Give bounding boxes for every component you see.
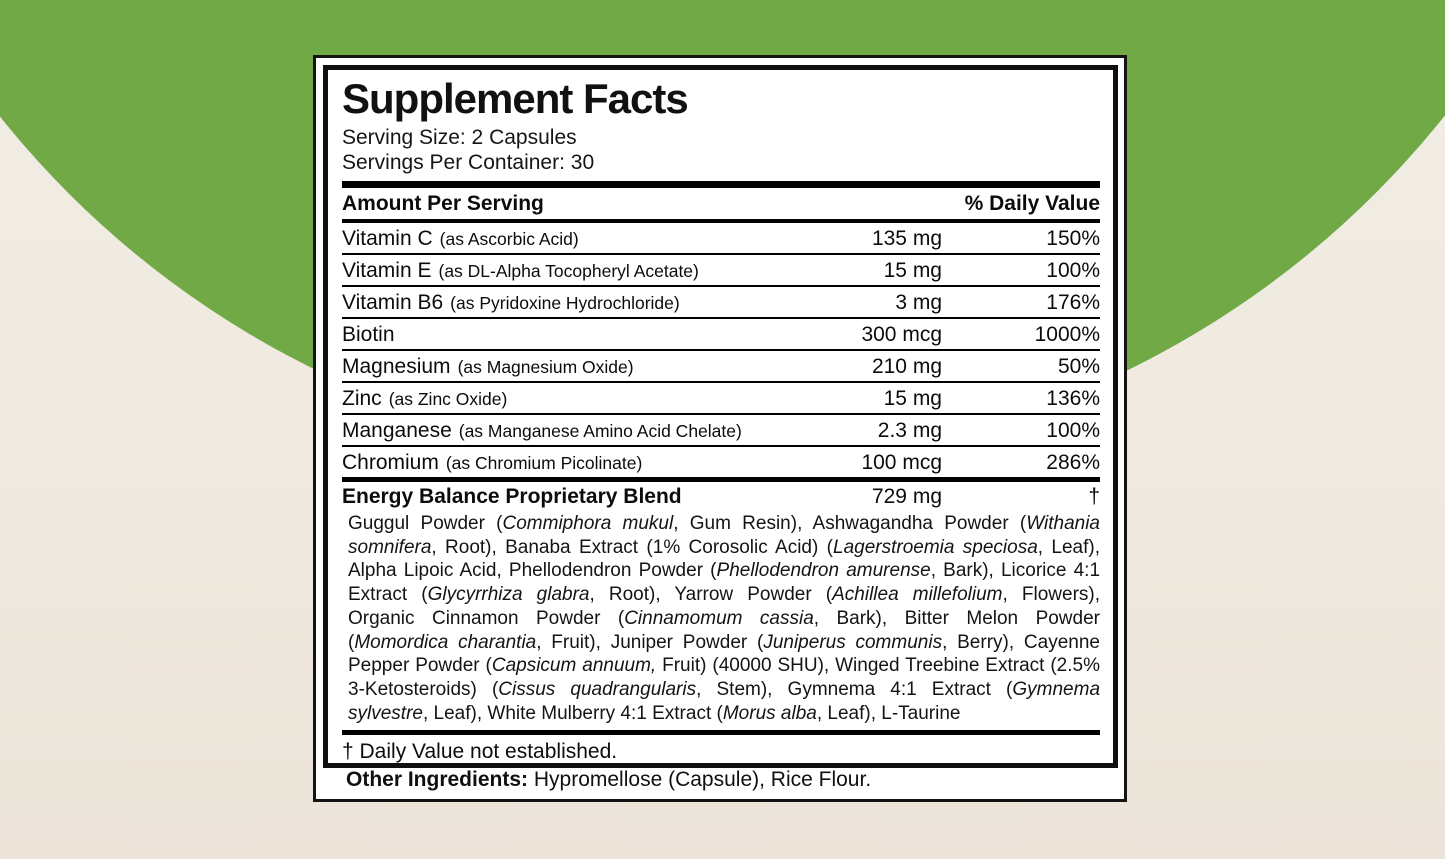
nutrient-amount: 300 mcg: [861, 323, 942, 346]
nutrient-detail: (as Ascorbic Acid): [439, 229, 579, 249]
blend-dv-dagger: †: [1088, 485, 1100, 508]
amount-per-serving-header: Amount Per Serving: [342, 192, 544, 215]
nutrient-amount: 3 mg: [895, 291, 942, 314]
other-ingredients-text: Hypromellose (Capsule), Rice Flour.: [528, 768, 872, 791]
label-title: Supplement Facts: [342, 75, 688, 122]
nutrient-dv: 136%: [1046, 387, 1100, 410]
nutrient-amount: 135 mg: [871, 227, 942, 250]
nutrient-detail: (as Manganese Amino Acid Chelate): [458, 421, 742, 441]
thick-divider: [342, 181, 1100, 188]
nutrient-name: Manganese: [342, 419, 452, 442]
nutrient-detail: (as DL-Alpha Tocopheryl Acetate): [438, 261, 699, 281]
nutrient-row-vitamin-e: [342, 253, 1100, 285]
nutrient-dv: 286%: [1046, 451, 1100, 474]
blend-header-row: [342, 482, 1100, 511]
column-header-row: [342, 188, 1100, 223]
nutrient-amount: 2.3 mg: [877, 419, 942, 442]
nutrient-row-biotin: [342, 317, 1100, 349]
nutrient-detail: (as Chromium Picolinate): [445, 453, 643, 473]
nutrient-dv: 50%: [1057, 355, 1100, 378]
other-ingredients: [346, 768, 871, 792]
nutrient-detail: (as Pyridoxine Hydrochloride): [450, 293, 680, 313]
nutrient-row-vitamin-c: [342, 223, 1100, 253]
daily-value-footnote: † Daily Value not established.: [342, 740, 618, 764]
nutrient-amount: 210 mg: [871, 355, 942, 378]
nutrient-rows: [342, 223, 1100, 477]
blend-ingredients: Guggul Powder (Commiphora mukul, Gum Resin), Ashwagandha Powder (Withania somnifera, Root), Banaba Extract (1% Corosolic Acid) (Lagerstroemia speciosa, Leaf), Alpha Lipoic Acid, Phellodendron Powder (Phellodendron amurense, Bark), Licorice 4:1 Extract (Glycyrrhiza glabra, Root), Yarrow Powder (Achillea millefolium, Flowers), Organic Cinnamon Powder (Cinnamomum cassia, Bark), Bitter Melon Powder (Momordica charantia, Fruit), Juniper Powder (Juniperus communis, Berry), Cayenne Pepper Powder (Capsicum annuum, Fruit) (40000 SHU), Winged Treebine Extract (2.5% 3-Ketosteroids) (Cissus quadrangularis, Stem), Gymnema 4:1 Extract (Gymnema sylvestre, Leaf), White Mulberry 4:1 Extract (Morus alba, Leaf), L-Taurine: [348, 513, 1101, 724]
nutrient-amount: 100 mcg: [861, 451, 942, 474]
nutrient-detail: (as Magnesium Oxide): [457, 357, 634, 377]
nutrient-detail: (as Zinc Oxide): [388, 389, 508, 409]
other-ingredients-label: Other Ingredients:: [346, 768, 529, 791]
proprietary-blend-section: [342, 477, 1100, 730]
nutrient-dv: 100%: [1046, 259, 1100, 282]
nutrient-name: Chromium: [342, 451, 439, 474]
nutrient-name: Vitamin E: [342, 259, 432, 282]
nutrient-row-zinc: [342, 381, 1100, 413]
blend-amount: 729 mg: [871, 485, 942, 508]
nutrient-dv: 176%: [1046, 291, 1100, 314]
servings-per-container: Servings Per Container: 30: [342, 151, 595, 174]
nutrient-name: Zinc: [342, 387, 382, 410]
nutrient-dv: 150%: [1046, 227, 1100, 250]
nutrient-row-vitamin-b6: [342, 285, 1100, 317]
nutrient-row-manganese: [342, 413, 1100, 445]
serving-size: Serving Size: 2 Capsules: [342, 126, 577, 149]
blend-name: Energy Balance Proprietary Blend: [342, 485, 682, 508]
nutrient-amount: 15 mg: [883, 387, 942, 410]
nutrient-name: Magnesium: [342, 355, 451, 378]
nutrient-name: Vitamin B6: [342, 291, 444, 314]
nutrient-amount: 15 mg: [883, 259, 942, 282]
daily-value-header: % Daily Value: [964, 192, 1100, 215]
nutrient-dv: 100%: [1046, 419, 1100, 442]
supplement-facts-label: [313, 55, 1127, 802]
nutrient-dv: 1000%: [1034, 323, 1100, 346]
nutrient-name: Vitamin C: [342, 227, 433, 250]
nutrient-row-magnesium: [342, 349, 1100, 381]
nutrient-name: Biotin: [342, 323, 395, 346]
facts-box: [323, 65, 1118, 768]
nutrient-row-chromium: [342, 445, 1100, 477]
